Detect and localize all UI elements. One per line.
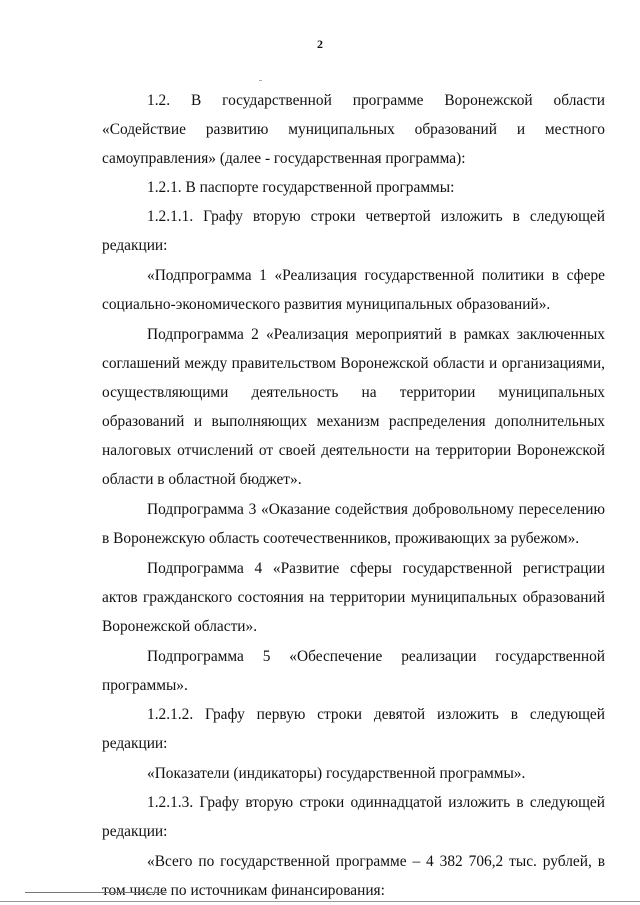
paragraph-total-funding: «Всего по государственной программе – 4 382 706,2 тыс. рублей, в том числе по источникам финансирования: — [102, 853, 605, 899]
document-body — [102, 86, 605, 905]
paragraph-1-2-1-1: 1.2.1.1. Графу вторую строки четвертой изложить в следующей редакции: — [102, 208, 605, 254]
paragraph-subprogram-5: Подпрограмма 5 «Обеспечение реализации государственной программы». — [102, 648, 605, 694]
paragraph-subprogram-1: «Подпрограмма 1 «Реализация государственной политики в сфере социально-экономического развития муниципальных образований». — [102, 267, 605, 313]
paragraph-1-2-1: 1.2.1. В паспорте государственной программы: — [147, 179, 455, 196]
footer-rule — [25, 892, 167, 893]
page-edge-line — [0, 901, 640, 902]
scan-speck — [259, 80, 262, 81]
paragraph-subprogram-2: Подпрограмма 2 «Реализация мероприятий в рамках заключенных соглашений между правительством Воронежской области и организациями, осуществляющими деятельность на территории муниципальных образований и выполняющих механизм распределения дополнительных налоговых отчислений от своей деятельности на территории Воронежской области в областной бюджет». — [102, 326, 605, 488]
paragraph-subprogram-3: Подпрограмма 3 «Оказание содействия добровольному переселению в Воронежскую область соотечественников, проживающих за рубежом». — [102, 501, 605, 547]
paragraph-1-2-1-2: 1.2.1.2. Графу первую строки девятой изложить в следующей редакции: — [102, 706, 605, 752]
page-number: 2 — [317, 37, 323, 51]
paragraph-1-2: 1.2. В государственной программе Воронежской области «Содействие развитию муниципальных образований и местного самоуправления» (далее - государственная программа): — [102, 92, 605, 167]
paragraph-1-2-1-3: 1.2.1.3. Графу вторую строки одиннадцатой изложить в следующей редакции: — [102, 794, 605, 840]
paragraph-indicators: «Показатели (индикаторы) государственной программы». — [147, 765, 526, 782]
paragraph-subprogram-4: Подпрограмма 4 «Развитие сферы государственной регистрации актов гражданского состояния на территории муниципальных образований Воронежской области». — [102, 560, 605, 635]
